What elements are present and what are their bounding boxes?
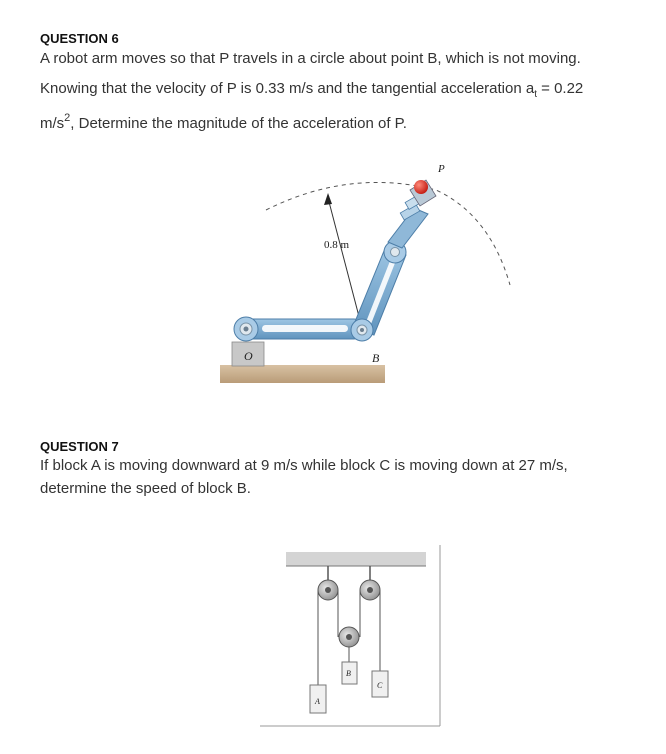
point-p-ball bbox=[414, 180, 428, 194]
question-7-line-1: If block A is moving downward at 9 m/s while block C is moving down at 27 m/s, bbox=[40, 457, 568, 474]
pulley-figure bbox=[258, 540, 448, 730]
label-p: P bbox=[438, 163, 445, 175]
q6-line3-unit: m/s bbox=[40, 115, 65, 132]
question-6-line-2 bbox=[40, 80, 584, 100]
q6-line2-end: = 0.22 bbox=[536, 80, 584, 97]
robot-arm-figure bbox=[200, 150, 530, 390]
question-6-line-3 bbox=[40, 112, 407, 132]
label-a: A bbox=[315, 697, 320, 706]
question-7-title: QUESTION 7 bbox=[40, 439, 119, 454]
question-6-line-1: A robot arm moves so that P travels in a circle about point B, which is not moving. bbox=[40, 50, 581, 67]
label-o: O bbox=[244, 349, 253, 363]
radius-line bbox=[328, 198, 362, 328]
ground bbox=[220, 365, 385, 383]
ceiling bbox=[286, 552, 426, 566]
q6-line2-text: Knowing that the velocity of P is 0.33 m/s and the tangential acceleration a bbox=[40, 80, 535, 97]
radius-label: 0.8 m bbox=[324, 239, 350, 251]
radius-arrowhead bbox=[324, 193, 332, 205]
label-b: B bbox=[372, 351, 380, 365]
q6-superscript-2: 2 bbox=[64, 112, 71, 124]
q6-subscript-t: t bbox=[534, 89, 537, 100]
question-6-title: QUESTION 6 bbox=[40, 31, 119, 46]
q6-line3-text: , Determine the magnitude of the acceleration of P. bbox=[70, 115, 407, 132]
question-7-line-2: determine the speed of block B. bbox=[40, 480, 251, 497]
label-b-block: B bbox=[346, 669, 351, 678]
label-c: C bbox=[377, 681, 383, 690]
